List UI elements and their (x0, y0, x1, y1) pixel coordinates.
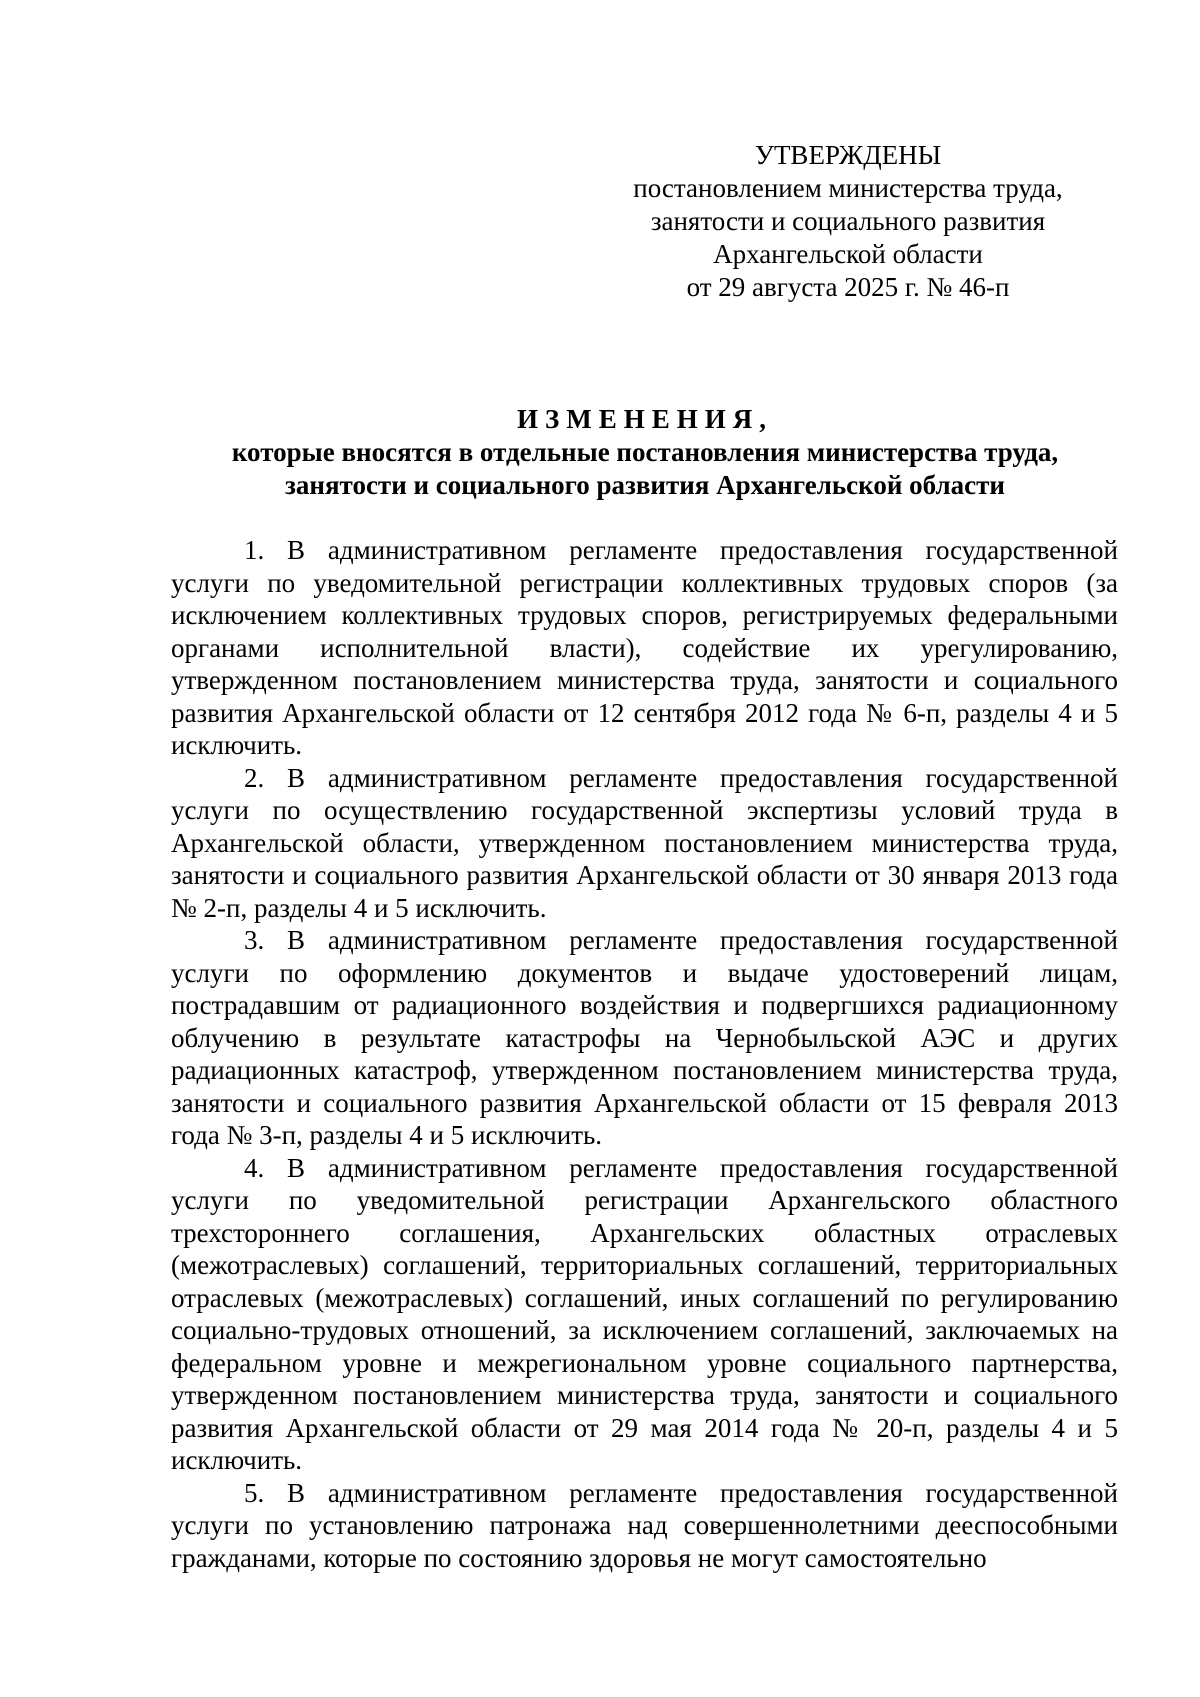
approval-stamp (628, 139, 1068, 304)
paragraph-3: 3. В административном регламенте предоставления государственной услуги по оформлению документов и выдаче удостоверений лицам, пострадавшим от радиационного воздействия и подвергшихся радиационному облучению в результате катастрофы на Чернобыльской АЭС и других радиационных катастроф, утвержденном постановлением министерства труда, занятости и социального развития Архангельской области от 15 февраля 2013 года № 3-п, разделы 4 и 5 исключить. (171, 925, 1118, 1150)
document-subtitle-line: которые вносятся в отдельные постановления министерства труда, (231, 437, 1059, 467)
approval-title: УТВЕРЖДЕНЫ (754, 140, 942, 170)
paragraph-5: 5. В административном регламенте предоставления государственной услуги по установлению патронажа над совершеннолетними дееспособными гражданами, которые по состоянию здоровья не могут самостоятельно (171, 1477, 1118, 1573)
approval-line: занятости и социального развития (650, 206, 1046, 236)
paragraph-2: 2. В административном регламенте предоставления государственной услуги по осуществлению государственной экспертизы условий труда в Архангельской области, утвержденном постановлением министерства труда, занятости и социального развития Архангельской области от 30 января 2013 года № 2-п, разделы 4 и 5 исключить. (171, 762, 1118, 923)
document-title: ИЗМЕНЕНИЯ, (516, 404, 773, 434)
document-heading (170, 403, 1120, 502)
document-subtitle-line: занятости и социального развития Архангельской области (285, 470, 1005, 500)
approval-date: от 29 августа 2025 г. № 46-п (686, 272, 1010, 302)
approval-line: Архангельской области (713, 239, 983, 269)
paragraph-4: 4. В административном регламенте предоставления государственной услуги по уведомительной регистрации Архангельского областного трехстороннего соглашения, Архангельских областных отраслевых (межотраслевых) соглашений, территориальных соглашений, территориальных отраслевых (межотраслевых) соглашений, иных соглашений по регулированию социально-трудовых отношений, за исключением соглашений, заключаемых на федеральном уровне и межрегиональном уровне социального партнерства, утвержденном постановлением министерства труда, занятости и социального развития Архангельской области от 29 мая 2014 года № 20-п, разделы 4 и 5 исключить. (171, 1152, 1118, 1475)
document-body (171, 534, 1118, 1574)
paragraph-1: 1. В административном регламенте предоставления государственной услуги по уведомительной регистрации коллективных трудовых споров (за исключением коллективных трудовых споров, регистрируемых федеральными органами исполнительной власти), содействие их урегулированию, утвержденном постановлением министерства труда, занятости и социального развития Архангельской области от 12 сентября 2012 года № 6-п, разделы 4 и 5 исключить. (171, 535, 1118, 760)
approval-line: постановлением министерства труда, (633, 173, 1063, 203)
